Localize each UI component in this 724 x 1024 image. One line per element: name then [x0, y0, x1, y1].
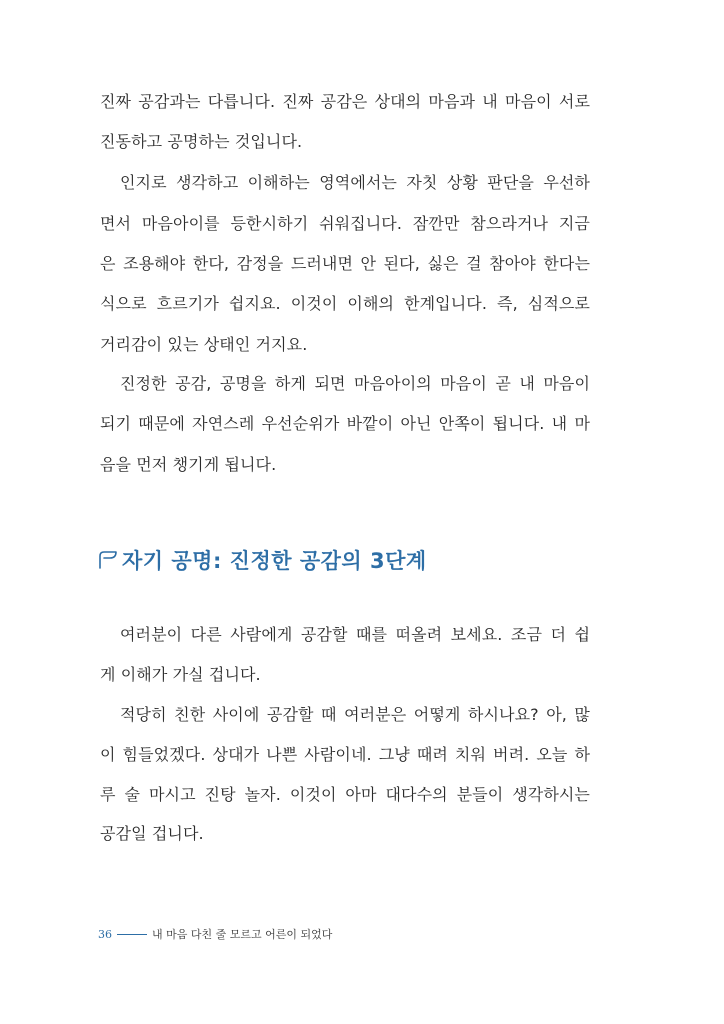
text-line: 공감일 겁니다. [100, 824, 204, 843]
text-line: 되기 때문에 자연스레 우선순위가 바깥이 아닌 안쪽이 됩니다. 내 마 [100, 414, 590, 433]
text-line: 진짜 공감과는 다릅니다. 진짜 공감은 상대의 마음과 내 마음이 서로 [100, 92, 590, 111]
section-heading-text: 자기 공명: 진정한 공감의 3단계 [122, 549, 427, 573]
text-line: 인지로 생각하고 이해하는 영역에서는 자칫 상황 판단을 우선하 [120, 173, 590, 192]
text-line: 루 술 마시고 진탕 놀자. 이것이 아마 대다수의 분들이 생각하시는 [100, 785, 590, 804]
text-line: 거리감이 있는 상태인 거지요. [100, 335, 308, 354]
bookmark-icon [96, 548, 120, 572]
text-line: 적당히 친한 사이에 공감할 때 여러분은 어떻게 하시나요? 아, 많 [120, 705, 590, 724]
text-line: 여러분이 다른 사람에게 공감할 때를 떠올려 보세요. 조금 더 쉽 [120, 625, 590, 644]
text-line: 게 이해가 가실 겁니다. [100, 665, 261, 684]
page-footer [98, 926, 332, 942]
text-line: 음을 먼저 챙기게 됩니다. [100, 455, 277, 474]
section-heading [96, 540, 427, 580]
footer-divider [117, 934, 147, 935]
text-line: 식으로 흐르기가 쉽지요. 이것이 이해의 한계입니다. 즉, 심적으로 [100, 294, 590, 313]
text-line: 이 힘들었겠다. 상대가 나쁜 사람이네. 그냥 때려 치워 버려. 오늘 하 [100, 745, 590, 764]
book-title: 내 마음 다친 줄 모르고 어른이 되었다 [152, 928, 333, 941]
page-number: 36 [98, 927, 112, 941]
text-line: 은 조용해야 한다, 감정을 드러내면 안 된다, 싫은 걸 참아야 한다는 [100, 254, 590, 273]
text-line: 진정한 공감, 공명을 하게 되면 마음아이의 마음이 곧 내 마음이 [120, 374, 590, 393]
text-line: 진동하고 공명하는 것입니다. [100, 132, 303, 151]
text-line: 면서 마음아이를 등한시하기 쉬워집니다. 잠깐만 참으라거나 지금 [100, 214, 590, 233]
